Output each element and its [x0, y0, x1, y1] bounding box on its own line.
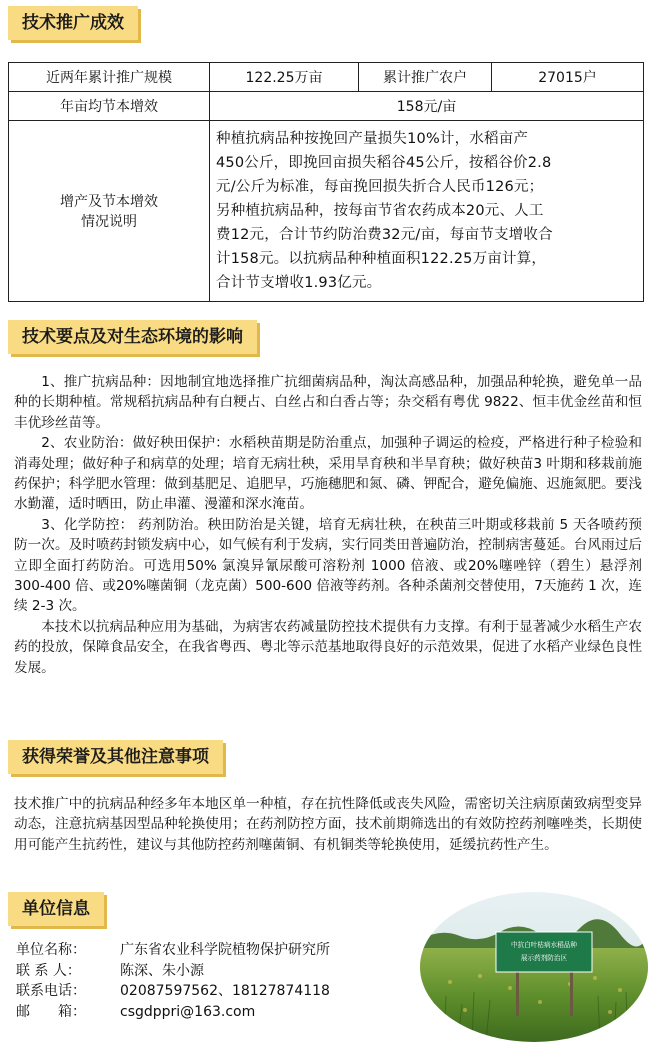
desc-line: 元/公斤为标准，每亩挽回损失折合人民币126元；	[216, 179, 544, 195]
rice-field-photo	[420, 892, 648, 1042]
unit-info	[16, 940, 416, 1022]
notes-paragraph: 技术推广中的抗病品种经多年本地区单一种植，存在抗性降低或丧失风险，需密切关注病原菌致病型变异动态，注意抗病基因型品种轮换使用；在药剂防控方面，技术前期筛选出的有效防控药剂噻唑类，长期使用可能产生抗药性，建议与其他防控药剂噻菌铜、有机铜类等轮换使用，延缓抗药性产生。	[14, 796, 642, 853]
phone-label: 联系电话：	[16, 983, 86, 999]
key-point-paragraph: 1、推广抗病品种：因地制宜地选择推广抗细菌病品种，淘汰高感品种，加强品种轮换，避免单一品种的长期种植。常规稻抗病品种有白粳占、白丝占和白香占等；杂交稻有粤优 9822、恒丰优金丝苗和恒丰优珍丝苗等。	[14, 374, 642, 431]
key-point-paragraph: 2、农业防治：做好秧田保护：水稻秧苗期是防治重点，加强种子调运的检疫，严格进行种子检验和消毒处理；做好种子和病草的处理；培育无病壮秧，采用旱育秧和半旱育秧；做好秧苗3 叶期和移栽前施药保护；科学肥水管理：做到基肥足、追肥早，巧施穗肥和氮、磷、钾配合，避免偏施、迟施氮肥。要浅水勤灌，适时晒田，防止串灌、漫灌和深水淹苗。	[14, 435, 642, 513]
table-row	[9, 121, 644, 302]
unit-name-row	[16, 940, 416, 961]
desc-label-line1: 增产及节本增效	[60, 194, 158, 210]
scale-label: 近两年累计推广规模	[9, 63, 210, 92]
section-title-effect: 技术推广成效	[8, 6, 138, 40]
field-sign-line1: 中抗白叶枯病水稻品种	[511, 941, 577, 949]
contact-person-row	[16, 961, 416, 982]
saving-value: 158元/亩	[210, 92, 644, 121]
desc-line: 合计节支增收1.93亿元。	[216, 275, 382, 291]
phone-row	[16, 981, 416, 1002]
table-row	[9, 92, 644, 121]
desc-label	[9, 121, 210, 302]
effect-table	[8, 62, 644, 302]
contact-person-value: 陈深、朱小源	[120, 962, 204, 979]
section-title-unit: 单位信息	[8, 892, 104, 926]
desc-line: 另种植抗病品种，按每亩节省农药成本20元、人工	[216, 203, 544, 219]
section-title-key-points: 技术要点及对生态环境的影响	[8, 320, 257, 354]
contact-person-label: 联 系 人：	[16, 962, 81, 979]
desc-line: 种植抗病品种按挽回产量损失10%计，水稻亩产	[216, 131, 529, 147]
unit-name-value: 广东省农业科学院植物保护研究所	[120, 942, 330, 958]
rice-field-illustration	[420, 892, 648, 1042]
scale-value: 122.25万亩	[210, 63, 359, 92]
sign-post-right	[570, 970, 573, 1016]
email-label: 邮 箱：	[16, 1003, 86, 1020]
notes-text	[14, 794, 642, 855]
key-point-paragraph: 3、化学防控： 药剂防治。秧田防治是关键，培育无病壮秧，在秧苗三叶期或移栽前 5 天各喷药预防一次。及时喷药封锁发病中心，如气候有利于发病，实行同类田普遍防治，控制病害蔓延。台风雨过后立即全面打药防治。可选用50% 氯溴异氰尿酸可溶粉剂 1000 倍液、或20%噻唑锌（碧生）悬浮剂 300-400 倍、或20%噻菌铜（龙克菌）500-600 倍液等药剂。各种杀菌剂交替使用，7天施药 1 次，连续 2-3 次。	[14, 516, 642, 615]
desc-text	[210, 121, 644, 302]
field-sign	[496, 932, 592, 972]
desc-line: 费12元，合计节约防治费32元/亩，每亩节支增收合	[216, 227, 553, 243]
saving-label: 年亩均节本增效	[9, 92, 210, 121]
key-points-text	[14, 372, 642, 678]
desc-line: 计158元。以抗病品种种植面积122.25万亩计算，	[216, 251, 547, 267]
field-sign-line2: 展示药剂防治区	[520, 954, 568, 962]
key-point-paragraph: 本技术以抗病品种应用为基础，为病害农药减量防控技术提供有力支撑。有利于显著减少水稻生产农药的投放，保障食品安全，在我省粤西、粤北等示范基地取得良好的示范效果，促进了水稻产业绿色良性发展。	[14, 618, 642, 676]
unit-name-label: 单位名称：	[16, 942, 86, 958]
section-title-honors: 获得荣誉及其他注意事项	[8, 740, 223, 774]
sign-post-left	[516, 970, 519, 1016]
phone-value: 02087597562、18127874118	[120, 983, 330, 999]
farmers-label: 累计推广农户	[359, 63, 492, 92]
desc-label-line2: 情况说明	[81, 214, 137, 230]
table-row	[9, 63, 644, 92]
email-value: csgdppri@163.com	[120, 1003, 256, 1020]
farmers-value: 27015户	[492, 63, 644, 92]
email-row	[16, 1002, 416, 1023]
desc-line: 450公斤，即挽回亩损失稻谷45公斤，按稻谷价2.8	[216, 155, 552, 171]
